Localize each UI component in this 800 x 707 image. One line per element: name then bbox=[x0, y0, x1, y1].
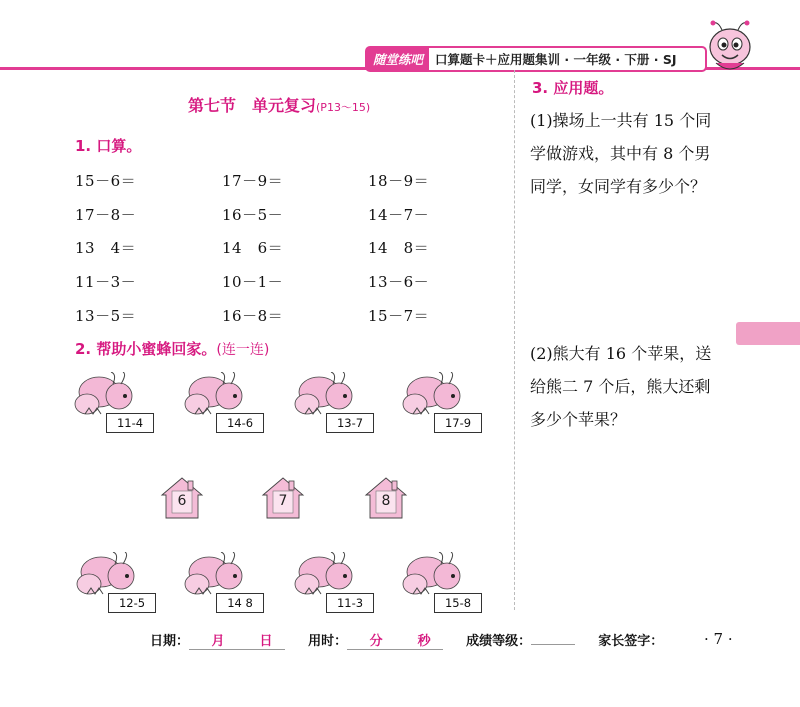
mascot-icon bbox=[704, 17, 756, 75]
column-divider bbox=[514, 70, 515, 610]
footer-info bbox=[150, 630, 663, 650]
calc-item: 17－9＝ bbox=[222, 172, 284, 190]
bee-card-item[interactable] bbox=[73, 372, 153, 434]
series-label: 口算题卡＋应用题集训 · 一年级 · 下册 · SJ bbox=[435, 52, 677, 67]
house-number: 7 bbox=[278, 493, 288, 509]
month-field[interactable]: 月 bbox=[189, 630, 247, 650]
bee-expression: 11-3 bbox=[326, 593, 374, 613]
calc-item: 10－1－ bbox=[222, 273, 284, 291]
bee-expression: 12-5 bbox=[108, 593, 156, 613]
part2-heading bbox=[75, 338, 269, 359]
bee-expression: 14-6 bbox=[216, 413, 264, 433]
calc-item: 14 8＝ bbox=[368, 239, 430, 257]
bee-card-item[interactable] bbox=[75, 552, 155, 614]
calc-item: 16－8＝ bbox=[222, 307, 284, 325]
brand-label: 随堂练吧 bbox=[367, 48, 429, 70]
part1-heading: 1. 口算。 bbox=[75, 137, 142, 155]
grade-field[interactable] bbox=[531, 644, 575, 645]
second-field[interactable]: 秒 bbox=[405, 630, 443, 650]
minute-field[interactable]: 分 bbox=[347, 630, 405, 650]
bee-card-item[interactable] bbox=[401, 372, 481, 434]
parent-signature-label: 家长签字： bbox=[598, 634, 664, 649]
bee-card-item[interactable] bbox=[183, 372, 263, 434]
bee-expression: 17-9 bbox=[434, 413, 482, 433]
calc-item: 14－7－ bbox=[368, 206, 430, 224]
time-label: 用时： bbox=[308, 634, 348, 649]
bee-card-item[interactable] bbox=[401, 552, 481, 614]
section-pages: (P13～15) bbox=[316, 101, 371, 114]
house-item[interactable] bbox=[259, 475, 307, 525]
word-problem-1 bbox=[530, 104, 745, 203]
bee-expression: 11-4 bbox=[106, 413, 154, 433]
word-problem-2 bbox=[530, 337, 745, 436]
calc-item: 13－5＝ bbox=[75, 307, 137, 325]
grade-label: 成绩等级： bbox=[466, 634, 532, 649]
date-label: 日期： bbox=[150, 634, 190, 649]
part2-heading-text: 2. 帮助小蜜蜂回家。 bbox=[75, 340, 217, 358]
house-item[interactable] bbox=[158, 475, 206, 525]
problem-line: 同学，女同学有多少个？ bbox=[530, 177, 707, 196]
problem-line: (2)熊大有 16 个苹果，送 bbox=[530, 344, 712, 363]
calc-item: 16－5－ bbox=[222, 206, 284, 224]
section-title bbox=[188, 93, 370, 116]
part3-heading: 3. 应用题。 bbox=[532, 79, 614, 97]
problem-line: 给熊二 7 个后，熊大还剩 bbox=[530, 377, 711, 396]
problem-line: 多少个苹果？ bbox=[530, 410, 627, 429]
bee-card-item[interactable] bbox=[293, 552, 373, 614]
part2-note: (连一连) bbox=[216, 342, 270, 358]
calc-item: 13－6－ bbox=[368, 273, 430, 291]
bee-expression: 15-8 bbox=[434, 593, 482, 613]
calc-item: 15－6＝ bbox=[75, 172, 137, 190]
section-title-text: 第七节 单元复习 bbox=[188, 96, 317, 115]
house-number: 8 bbox=[381, 493, 391, 509]
calc-item: 14 6＝ bbox=[222, 239, 284, 257]
header-bar bbox=[365, 46, 707, 72]
bee-card-item[interactable] bbox=[293, 372, 373, 434]
calc-item: 18－9＝ bbox=[368, 172, 430, 190]
house-number: 6 bbox=[177, 493, 187, 509]
bee-expression: 14 8 bbox=[216, 593, 264, 613]
calc-item: 15－7＝ bbox=[368, 307, 430, 325]
day-field[interactable]: 日 bbox=[247, 630, 285, 650]
calc-item: 13 4＝ bbox=[75, 239, 137, 257]
problem-line: 学做游戏，其中有 8 个男 bbox=[530, 144, 711, 163]
house-item[interactable] bbox=[362, 475, 410, 525]
calc-item: 11－3－ bbox=[75, 273, 137, 291]
problem-line: (1)操场上一共有 15 个同 bbox=[530, 111, 712, 130]
calc-item: 17－8－ bbox=[75, 206, 137, 224]
page-edge-tab bbox=[736, 322, 800, 345]
bee-expression: 13-7 bbox=[326, 413, 374, 433]
page-number: · 7 · bbox=[704, 630, 733, 648]
bee-card-item[interactable] bbox=[183, 552, 263, 614]
